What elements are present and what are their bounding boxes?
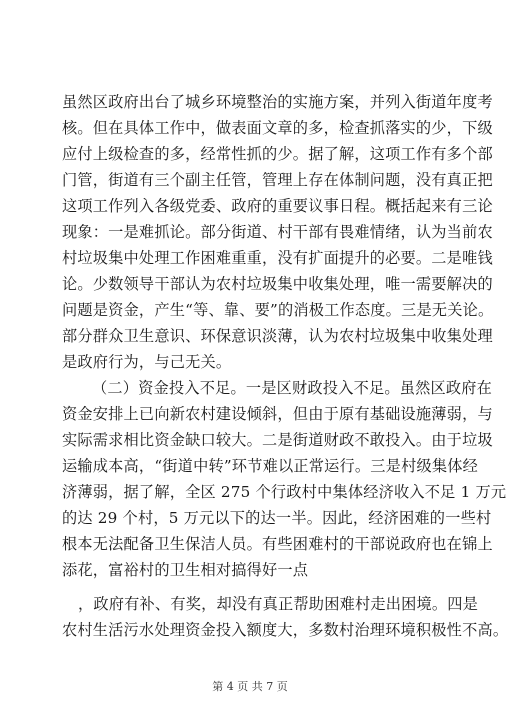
page-number-footer: 第 4 页 共 7 页 [212, 680, 288, 693]
body-text-line: 这项工作列入各级党委、政府的重要议事日程。概括起来有三论 [62, 197, 493, 215]
body-text-line: 现象：一是难抓论。部分街道、村干部有畏难情绪，认为当前农 [62, 223, 493, 241]
body-text-line: ，政府有补、有奖，却没有真正帮助困难村走出困境。四是 [78, 595, 479, 613]
body-text-line: 是政府行为，与己无关。 [62, 353, 232, 371]
body-text-line: 村垃圾集中处理工作困难重重，没有扩面提升的必要。二是唯钱 [62, 249, 493, 267]
body-text-line: 虽然区政府出台了城乡环境整治的实施方案，并列入街道年度考 [62, 93, 493, 111]
body-text-line: 农村生活污水处理资金投入额度大，多数村治理环境积极性不高。 [62, 621, 508, 639]
body-text-line: 的达 29 个村，5 万元以下的达一半。因此，经济困难的一些村 [62, 509, 492, 527]
body-text-line: 添花，富裕村的卫生相对搞得好一点 [62, 561, 309, 579]
body-text-line: 问题是资金，产生“等、靠、要”的消极工作态度。三是无关论。 [62, 301, 494, 319]
body-text-line: 实际需求相比资金缺口较大。二是街道财政不敢投入。由于垃圾 [62, 431, 493, 449]
body-text-line: 部分群众卫生意识、环保意识淡薄，认为农村垃圾集中收集处理 [62, 327, 493, 345]
body-text-line: 根本无法配备卫生保洁人员。有些困难村的干部说政府也在锦上 [62, 535, 493, 553]
body-text-line: 济薄弱，据了解，全区 275 个行政村中集体经济收入不足 1 万元 [62, 483, 507, 501]
body-text-line: 资金安排上已向新农村建设倾斜，但由于原有基础设施薄弱，与 [62, 405, 493, 423]
body-text-line: 门管，街道有三个副主任管，管理上存在体制问题，没有真正把 [62, 171, 493, 189]
body-text-line: 论。少数领导干部认为农村垃圾集中收集处理，唯一需要解决的 [62, 275, 493, 293]
body-text-line: 应付上级检查的多，经常性抓的少。据了解，这项工作有多个部 [62, 145, 493, 163]
section-heading-line: （二）资金投入不足。一是区财政投入不足。虽然区政府在 [92, 379, 493, 397]
body-text-line: 运输成本高，“街道中转”环节难以正常运行。三是村级集体经 [62, 457, 479, 475]
body-text-line: 核。但在具体工作中，做表面文章的多，检查抓落实的少，下级 [62, 119, 493, 137]
